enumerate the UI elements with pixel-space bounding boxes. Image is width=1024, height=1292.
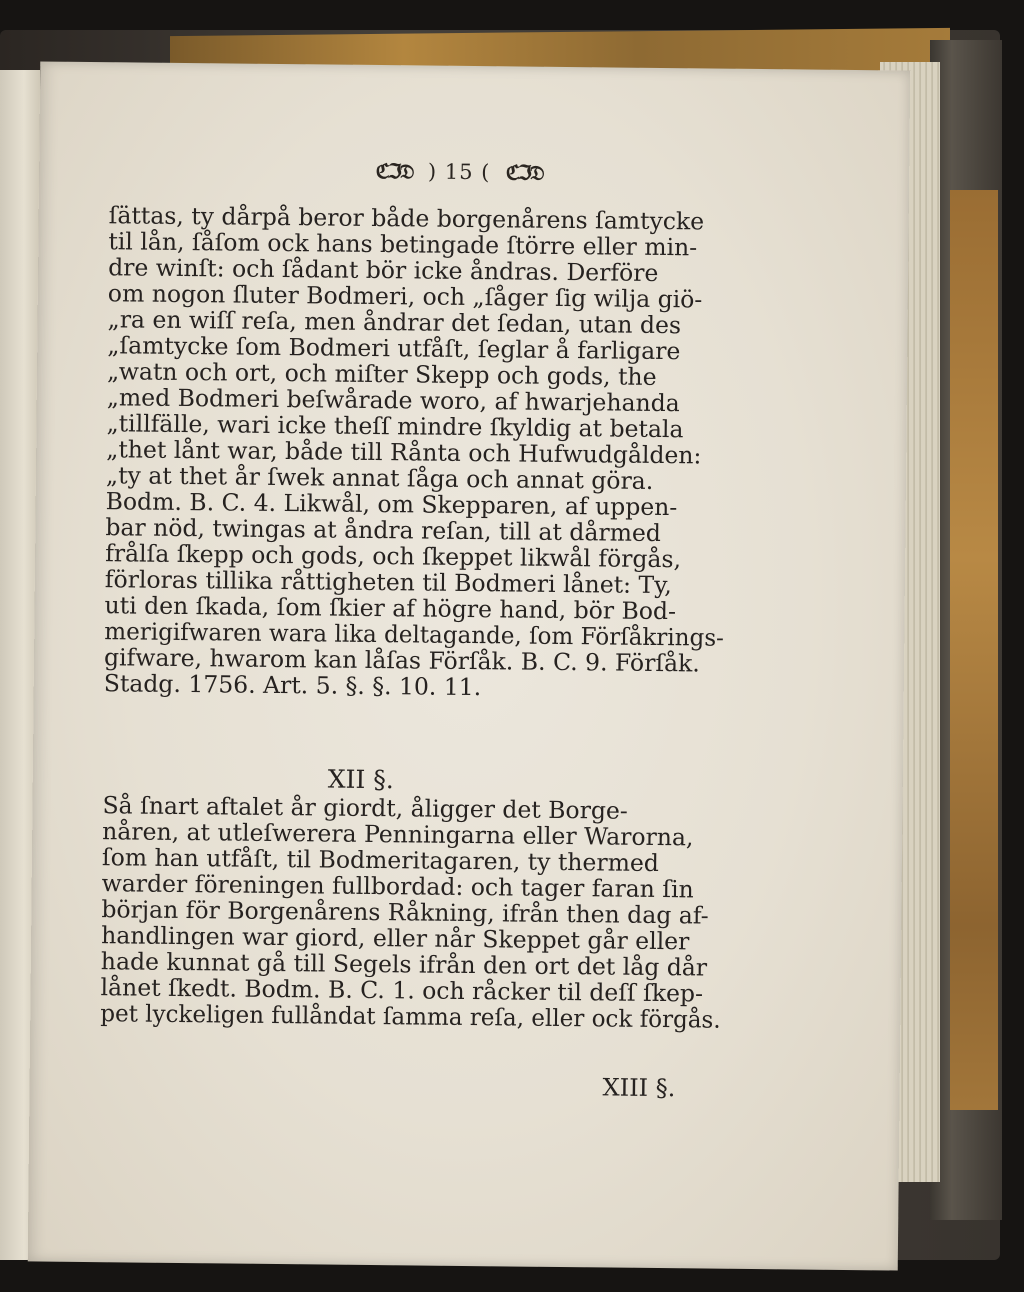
text-line: hade kunnat gå till Segels ifrån den ort det låg dår	[100, 947, 708, 982]
header-ornament-left: ℭℑ𝔇	[375, 158, 413, 184]
text-line: „watn och ort, och miſter Skepp och gods, the	[106, 357, 657, 391]
text-line: „ra en wiſſ reſa, men åndrar det ſedan, utan des	[107, 305, 682, 340]
text-line: frålſa ſkepp och gods, och ſkeppet likwål förgås,	[105, 539, 682, 574]
header-ornament-right: ℭℑ𝔇	[505, 160, 543, 185]
text-line: ſom han utfåſt, til Bodmeritagaren, ty thermed	[101, 843, 660, 877]
text-line: bar nöd, twingas at åndra reſan, till at dårmed	[105, 513, 662, 548]
paragraph-2	[100, 792, 722, 1032]
text-line: warder föreningen fullbordad: och tager faran ſin	[101, 869, 694, 904]
text-line: början för Borgenårens Råkning, ifrån then dag af-	[101, 895, 709, 930]
text-line: „med Bodmeri beſwårade woro, af hwarjehanda	[106, 383, 680, 418]
text-line: „tillfälle, wari icke theſſ mindre ſkyldig at betala	[106, 409, 684, 444]
text-line: merigifwaren wara lika deltagande, ſom Förſåkrings-	[104, 617, 725, 652]
text-line: „thet lånt war, både till Rånta och Hufwudgålden:	[106, 435, 702, 470]
catchword: XIII §.	[602, 1073, 676, 1103]
text-line: förloras tillika råttigheten til Bodmeri lånet: Ty,	[104, 565, 672, 600]
section-heading: XII §.	[327, 764, 394, 795]
paragraph-1	[104, 202, 729, 702]
text-line: „ſamtycke ſom Bodmeri utfåſt, ſeglar å farligare	[107, 331, 681, 366]
text-line: pet lyckeligen fullåndat ſamma reſa, eller ock förgås.	[100, 999, 721, 1034]
page-number: ) 15 (	[427, 159, 491, 185]
text-line: til lån, ſåſom ock hans betingade ſtörre eller min-	[108, 227, 698, 262]
text-line: Bodm. B. C. 4. Likwål, om Skepparen, af uppen-	[105, 487, 678, 522]
text-line: handlingen war giord, eller når Skeppet går eller	[101, 921, 690, 956]
text-line: lånet ſkedt. Bodm. B. C. 1. och råcker til deſſ ſkep-	[100, 973, 704, 1008]
page-header	[289, 158, 629, 186]
text-line: Så ſnart aftalet år giordt, åligger det Borge-	[102, 791, 628, 825]
text-line: uti den ſkada, ſom ſkier af högre hand, bör Bod-	[104, 591, 677, 626]
text-line: „ty at thet år ſwek annat ſåga och annat göra.	[105, 461, 654, 495]
text-line: gifware, hwarom kan låſas Förſåk. B. C. 9. Förſåk.	[103, 643, 700, 678]
text-line: dre winſt: och ſådant bör icke åndras. Derföre	[108, 253, 659, 287]
text-line: Stadg. 1756. Art. 5. §. §. 10. 11.	[103, 669, 482, 702]
book-page	[28, 61, 911, 1270]
book-cover-marbled-edge	[950, 190, 998, 1110]
text-line: ſättas, ty dårpå beror både borgenårens ſamtycke	[108, 201, 705, 236]
text-line: nåren, at utleſwerera Penningarna eller Warorna,	[102, 817, 694, 852]
text-line: om nogon ſluter Bodmeri, och „ſåger ſig wilja giö-	[107, 279, 703, 314]
